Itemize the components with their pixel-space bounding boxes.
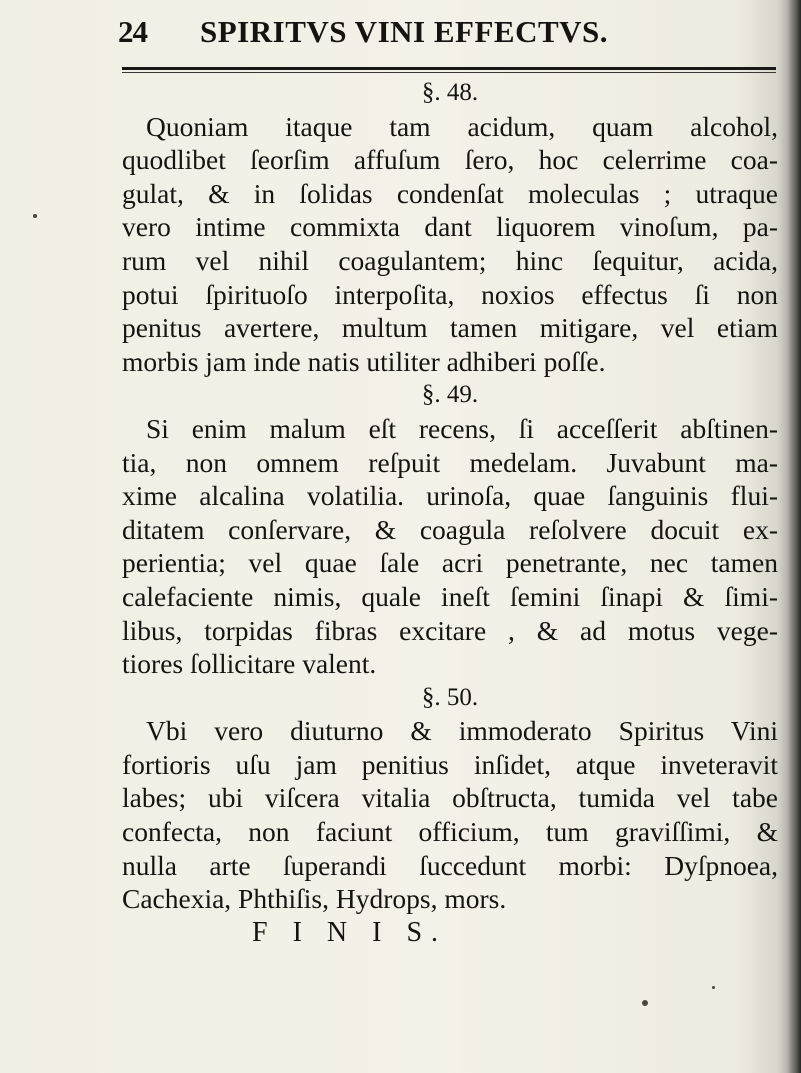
text-line: rum vel nihil coagulantem; hinc ſequitur, acida,: [122, 244, 778, 276]
text-line: Quoniam itaque tam acidum, quam alcohol,: [146, 110, 778, 142]
text-line: tiores ſollicitare valent.: [122, 648, 377, 680]
text-line: morbis jam inde natis utiliter adhiberi poſſe.: [122, 345, 606, 377]
text-line: quodlibet ſeorſim affuſum ſero, hoc celerrime coa-: [122, 144, 778, 176]
text-line: potui ſpirituoſo interpoſita, noxios effectus ſi non: [122, 278, 778, 310]
body-text: [122, 76, 778, 949]
text-line: Cachexia, Phthiſis, Hydrops, mors.: [122, 883, 507, 915]
ink-speck: [642, 1000, 648, 1006]
ink-speck: [712, 986, 715, 989]
finis-colophon: F I N I S.: [252, 916, 448, 948]
page-header: [118, 14, 778, 58]
text-line: calefaciente nimis, quale ineſt ſemini ſinapi & ſimi-: [122, 580, 778, 612]
text-line: confecta, non faciunt officium, tum graviſſimi, &: [122, 816, 778, 848]
page-edge-shadow: [787, 0, 801, 1073]
page-number: 24: [118, 14, 147, 49]
text-line: perientia; vel quae ſale acri penetrante, nec tamen: [122, 547, 778, 579]
text-line: fortioris uſu jam penitius inſidet, atque inveteravit: [122, 748, 778, 780]
text-line: vero intime commixta dant liquorem vinoſum, pa-: [122, 211, 778, 243]
text-line: ditatem conſervare, & coagula reſolvere docuit ex-: [122, 513, 778, 545]
text-line: nulla arte ſuperandi ſuccedunt morbi: Dyſpnoea,: [122, 849, 778, 881]
section-heading-48: §. 48.: [421, 79, 479, 106]
text-line: tia, non omnem reſpuit medelam. Juvabunt ma-: [122, 446, 778, 478]
section-heading-49: §. 49.: [421, 381, 479, 409]
text-line: labes; ubi viſcera vitalia obſtructa, tumida vel tabe: [122, 782, 778, 814]
text-line: libus, torpidas fibras excitare , & ad motus vege-: [122, 614, 778, 646]
ink-speck: [33, 214, 37, 218]
text-line: penitus avertere, multum tamen mitigare, vel etiam: [122, 312, 778, 344]
header-rule-thin: [122, 72, 776, 73]
section-heading-50: §. 50.: [421, 683, 479, 711]
text-line: xime alcalina volatilia. urinoſa, quae ſanguinis flui-: [122, 480, 778, 512]
header-rule: [122, 67, 776, 70]
running-title: SPIRITVS VINI EFFECTVS.: [200, 14, 609, 49]
text-line: gulat, & in ſolidas condenſat moleculas ; utraque: [122, 177, 778, 209]
text-line: Vbi vero diuturno & immoderato Spiritus Vini: [146, 715, 778, 747]
text-line: Si enim malum eſt recens, ſi acceſſerit abſtinen-: [146, 412, 778, 444]
